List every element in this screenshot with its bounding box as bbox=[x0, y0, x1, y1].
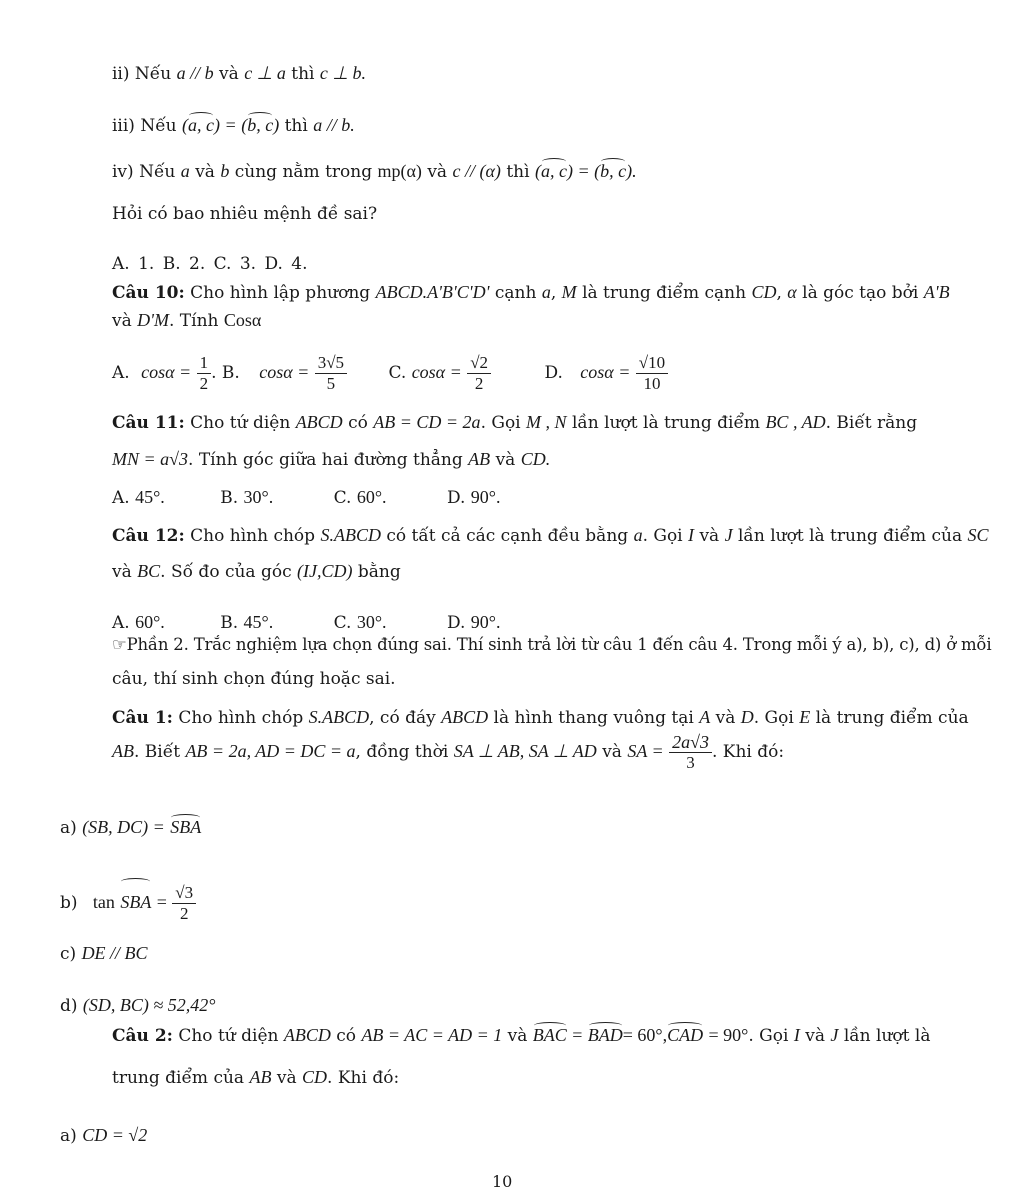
statement-ii: ii) Nếu a // b và c ⊥ a thì c ⊥ b. bbox=[112, 63, 367, 84]
q10-frac-a: $\frac{1}{2}$ bbox=[197, 353, 212, 394]
sa-fraction: $\frac{2a√3}{3}$ bbox=[669, 732, 712, 773]
q10-options: A. cosα = $\frac{1}{2}$ . B. cosα = $\frac{3√5}{5}$ C. cosα = $\frac{√2}{2}$ D. cosα = $\frac{√10}{10}$ bbox=[112, 350, 668, 394]
q10-frac-c: $\frac{√2}{2}$ bbox=[467, 353, 491, 394]
statement-iii: iii) Nếu (a, c) = (b, c) thì a // b. bbox=[112, 115, 355, 136]
q9-options: A. 1. B. 2. C. 3. D. 4. bbox=[112, 254, 308, 274]
question-12-line2: và BC. Số đo của góc (IJ,CD) bằng bbox=[112, 561, 401, 582]
p2q1-item-a: a) (SB, DC) = SBA bbox=[60, 817, 202, 838]
question-11-line2: MN = a√3. Tính góc giữa hai đường thẳng AB và CD. bbox=[112, 449, 551, 470]
part2-heading-line2: câu, thí sinh chọn đúng hoặc sai. bbox=[112, 669, 396, 689]
q10-frac-d: $\frac{√10}{10}$ bbox=[636, 353, 668, 394]
p2q1-item-d: d) (SD, BC) ≈ 52,42° bbox=[60, 995, 216, 1016]
question-12: Câu 12: Cho hình chóp S.ABCD có tất cả các cạnh đều bằng a. Gọi I và J lần lượt là trung điểm của SC bbox=[112, 525, 989, 546]
part2-question-2: Câu 2: Cho tứ diện ABCD có AB = AC = AD = 1 và BAC = BAD= 60°,CAD = 90°. Gọi I và J lần lượt là bbox=[112, 1025, 931, 1046]
question-10: Câu 10: Cho hình lập phương ABCD.A'B'C'D' cạnh a, M là trung điểm cạnh CD, α là góc tạo bởi A'B bbox=[112, 282, 950, 303]
tan-fraction: $\frac{√3}{2}$ bbox=[172, 883, 196, 924]
question-prompt: Hỏi có bao nhiêu mệnh đề sai? bbox=[112, 204, 378, 224]
question-10-line2: và D'M. Tính Cosα bbox=[112, 310, 262, 331]
q12-options: A. 60°. B. 45°. C. 30°. D. 90°. bbox=[112, 612, 501, 633]
statement-iv: iv) Nếu a và b cùng nằm trong mp(α) và c // (α) thì (a, c) = (b, c). bbox=[112, 161, 637, 182]
p2q1-item-b: b) tan SBA = $\frac{√3}{2}$ bbox=[60, 880, 196, 924]
part2-question-1-line2: AB. Biết AB = 2a, AD = DC = a, đồng thời SA ⊥ AB, SA ⊥ AD và SA = $\frac{2a√3}{3}$ . Khi đó: bbox=[112, 732, 785, 772]
part2-question-1: Câu 1: Cho hình chóp S.ABCD, có đáy ABCD là hình thang vuông tại A và D. Gọi E là trung điểm của bbox=[112, 707, 969, 728]
q10-frac-b: $\frac{3√5}{5}$ bbox=[315, 353, 347, 394]
p2q1-item-c: c) DE // BC bbox=[60, 943, 148, 964]
q11-options: A. 45°. B. 30°. C. 60°. D. 90°. bbox=[112, 487, 501, 508]
page-number: 10 bbox=[492, 1172, 513, 1191]
part2-question-2-line2: trung điểm của AB và CD. Khi đó: bbox=[112, 1067, 400, 1088]
question-11: Câu 11: Cho tứ diện ABCD có AB = CD = 2a. Gọi M , N lần lượt là trung điểm BC , AD. Biết rằng bbox=[112, 412, 918, 433]
part2-heading: ☞Phần 2. Trắc nghiệm lựa chọn đúng sai. Thí sinh trả lời từ câu 1 đến câu 4. Trong mỗi ý a), b), c), d) ở mỗi bbox=[112, 635, 992, 654]
p2q2-item-a: a) CD = √2 bbox=[60, 1125, 148, 1146]
